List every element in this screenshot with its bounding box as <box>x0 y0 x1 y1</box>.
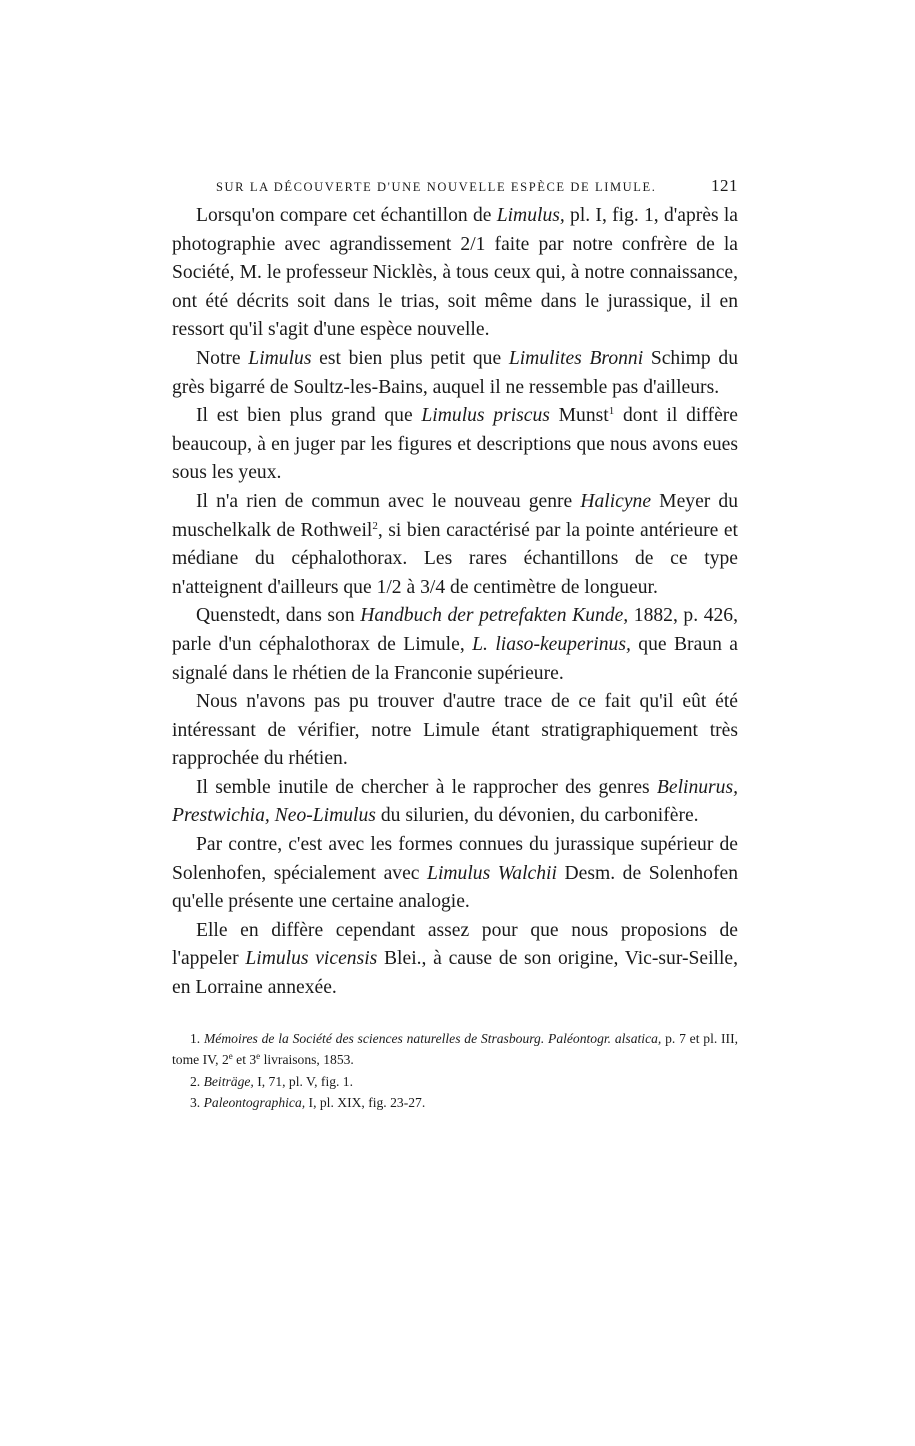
book-page <box>172 172 738 1114</box>
text-run: et 3 <box>232 1052 257 1068</box>
footnote <box>172 1071 738 1093</box>
text-run: Blei., à cause de son origine, Vic-sur-Seille, en Lorraine annexée. <box>172 948 738 999</box>
text-run: Munst <box>549 405 609 427</box>
superscript: e <box>256 1051 261 1062</box>
superscript: 1 <box>608 405 615 418</box>
text-run: Il semble inutile de chercher à le rapprocher des genres <box>196 776 657 798</box>
text-run: Schimp du grès bigarré de Soultz-les-Bains, auquel il ne ressemble pas d'ailleurs. <box>172 347 738 398</box>
text-run: dont il diffère beaucoup, à en juger par les figures et descriptions que nous avons eues sous les yeux. <box>172 405 738 484</box>
italic-run: Halicyne <box>580 490 652 512</box>
footnote <box>172 1028 738 1071</box>
superscript: 2 <box>372 519 378 532</box>
italic-run: Limulus priscus <box>421 405 550 427</box>
paragraph <box>172 917 738 1003</box>
text-run: est bien plus petit que <box>311 347 509 369</box>
italic-run: Limulus vicensis <box>245 948 378 970</box>
text-run: Il est bien plus grand que <box>196 405 422 427</box>
paragraph <box>172 345 738 402</box>
text-run: 1. <box>190 1030 204 1046</box>
paragraph <box>172 402 738 488</box>
paragraph <box>172 688 738 774</box>
text-run: p. 7 et pl. III, tome IV, 2 <box>172 1030 739 1068</box>
italic-run: Limulus, <box>496 205 565 226</box>
running-head-title: SUR LA DÉCOUVERTE D'UNE NOUVELLE ESPÈCE DE LIMULE. <box>216 180 657 194</box>
text-run: que Braun a signalé dans le rhétien de la Franconie supérieure. <box>172 633 738 684</box>
text-run: Par contre, c'est avec les formes connues du jurassique supérieur de Solenhofen, spécialement avec <box>172 834 738 884</box>
italic-run: Belinurus, Prestwichia, Neo-Limulus <box>172 776 738 827</box>
paragraph <box>172 831 738 917</box>
footnote <box>172 1092 738 1114</box>
paragraph <box>172 602 738 688</box>
text-run: Desm. de Solenhofen qu'elle présente une certaine analogie. <box>172 862 739 913</box>
text-run: Notre <box>196 347 249 369</box>
text-run: Elle en diffère cependant assez pour que nous proposions de l'appeler <box>172 919 738 970</box>
text-run: pl. I, fig. 1, d'après la photographie avec agrandissement 2/1 faite par notre confrère de la Société, M. le professeur Nicklès, à tous ceux qui, à notre connaissance, ont été décrits soit dans le trias, soit même dans le jurassique, il en ressort qu'il s'agit d'une espèce nouvelle. <box>172 205 738 341</box>
paragraph <box>172 774 738 831</box>
text-run: 3. <box>190 1095 204 1111</box>
italic-run: Limulus Walchii <box>427 862 557 884</box>
text-run: du silurien, du dévonien, du carbonifère. <box>375 805 699 827</box>
text-run: Meyer du muschelkalk de Rothweil <box>172 490 738 541</box>
footnotes <box>172 1028 738 1114</box>
text-run: Lorsqu'on compare cet échantillon de <box>196 205 497 226</box>
text-run: Il n'a rien de commun avec le nouveau genre <box>196 490 581 512</box>
text-run: 1882, p. 426, parle d'un céphalothorax de Limule, <box>172 605 739 655</box>
italic-run: Handbuch der petrefakten Kunde, <box>360 605 629 627</box>
paragraph <box>172 202 738 345</box>
superscript: e <box>228 1051 233 1062</box>
page-number: 121 <box>711 176 738 195</box>
text-run: Nous n'avons pas pu trouver d'autre trace de ce fait qu'il eût été intéressant de vérifier, notre Limule étant stratigraphiquement très rapprochée du rhétien. <box>172 691 738 770</box>
body-text <box>172 202 738 1003</box>
italic-run: Limulites Bronni <box>508 347 644 369</box>
text-run: I, 71, pl. V, fig. 1. <box>253 1073 354 1089</box>
text-run: 2. <box>190 1073 204 1089</box>
italic-run: Limulus <box>248 347 312 369</box>
italic-run: Beiträge, <box>203 1073 254 1089</box>
italic-run: Mémoires de la Société des sciences naturelles de Strasbourg. Paléontogr. alsatica, <box>203 1030 662 1046</box>
text-run: I, pl. XIX, fig. 23-27. <box>305 1095 426 1111</box>
text-run: Quenstedt, dans son <box>196 605 361 627</box>
text-run: livraisons, 1853. <box>260 1052 354 1068</box>
running-head <box>172 172 738 202</box>
italic-run: Paleontographica, <box>203 1095 306 1111</box>
italic-run: L. liaso-keuperinus, <box>472 633 631 655</box>
paragraph <box>172 488 738 602</box>
text-run: , si bien caractérisé par la pointe antérieure et médiane du céphalothorax. Les rares échantillons de ce type n'atteignent d'ailleurs que 1/2 à 3/4 de centimètre de longueur. <box>172 519 738 598</box>
